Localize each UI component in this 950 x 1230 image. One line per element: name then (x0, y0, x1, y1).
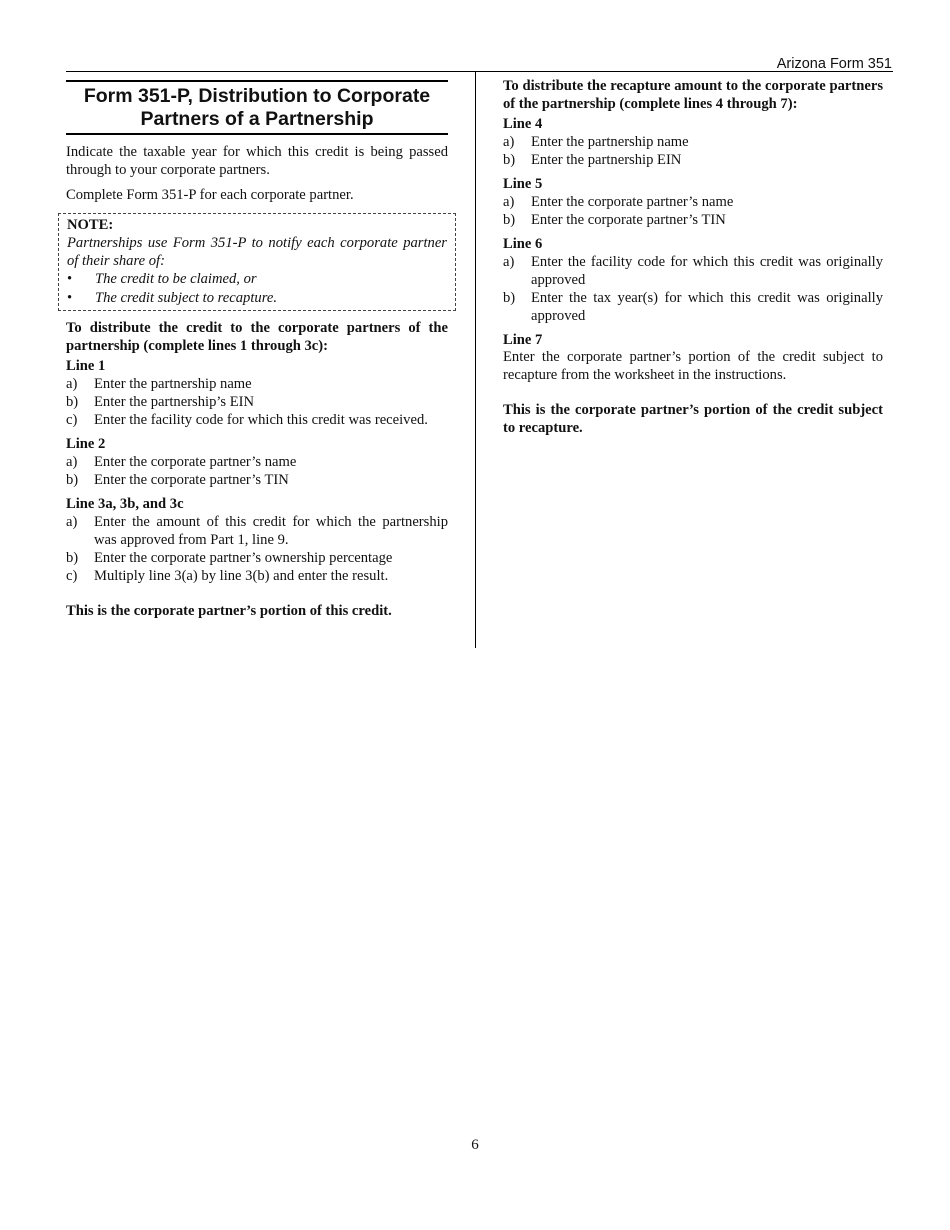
item-label: b) (66, 393, 79, 410)
item-label: b) (503, 290, 516, 306)
item-text: Enter the corporate partner’s name (94, 453, 297, 470)
form-label: Arizona Form 351 (776, 56, 892, 72)
line-5-heading: Line 5 (503, 176, 543, 192)
item-label: a) (66, 453, 78, 470)
list-item (503, 151, 883, 169)
item-label: b) (503, 212, 516, 228)
section-heading-credit: To distribute the credit to the corporate partners of the partnership (complete lines 1 through 3c): (66, 319, 448, 354)
item-label: b) (503, 152, 516, 168)
line-7-text: Enter the corporate partner’s portion of the credit subject to recapture from the worksheet in the instructions. (503, 349, 883, 383)
list-item (66, 471, 448, 489)
item-text: Enter the corporate partner’s ownership percentage (94, 549, 393, 566)
list-item (503, 133, 883, 151)
item-label: a) (66, 513, 78, 530)
list-item (66, 513, 448, 549)
line-7-heading: Line 7 (503, 332, 543, 348)
note-bullet (67, 289, 447, 308)
section-heading-recapture: To distribute the recapture amount to the corporate partners of the partnership (complete lines 4 through 7): (503, 78, 883, 112)
item-label: c) (66, 411, 78, 428)
list-item (503, 193, 883, 211)
note-heading: NOTE: (67, 216, 114, 233)
bullet-icon: • (67, 289, 73, 306)
list-item (66, 393, 448, 411)
item-text: Enter the partnership name (531, 134, 689, 150)
left-column (66, 80, 448, 620)
item-text: Enter the facility code for which this credit was received. (94, 411, 428, 428)
intro-paragraph-2: Complete Form 351-P for each corporate partner. (66, 187, 354, 203)
closing-statement: This is the corporate partner’s portion of the credit subject to recapture. (503, 402, 883, 436)
list-item (66, 375, 448, 393)
line-1-heading: Line 1 (66, 357, 106, 374)
item-text: Enter the partnership name (94, 375, 252, 392)
line-3-heading: Line 3a, 3b, and 3c (66, 495, 184, 512)
item-label: c) (66, 567, 78, 584)
item-text: Enter the partnership’s EIN (94, 393, 255, 410)
item-label: b) (66, 471, 79, 488)
item-label: a) (66, 375, 78, 392)
list-item (66, 411, 448, 429)
header-rule (66, 71, 893, 72)
closing-statement: This is the corporate partner’s portion of this credit. (66, 602, 392, 619)
list-item (503, 211, 883, 229)
column-divider (475, 71, 476, 648)
list-item (66, 453, 448, 471)
list-item (503, 253, 883, 289)
list-item (503, 289, 883, 325)
note-bullet-text: The credit to be claimed, or (95, 270, 257, 287)
item-text: Enter the amount of this credit for which the partnership was approved from Part 1, line 9. (94, 513, 448, 548)
item-text: Enter the corporate partner’s name (531, 194, 734, 210)
item-text: Multiply line 3(a) by line 3(b) and enter the result. (94, 567, 389, 584)
note-box (58, 213, 456, 311)
note-text: Partnerships use Form 351-P to notify each corporate partner of their share of: (67, 234, 447, 269)
line-4-heading: Line 4 (503, 116, 543, 132)
item-text: Enter the corporate partner’s TIN (94, 471, 289, 488)
line-2-heading: Line 2 (66, 435, 106, 452)
list-item (66, 567, 448, 585)
item-label: b) (66, 549, 79, 566)
item-text: Enter the corporate partner’s TIN (531, 212, 726, 228)
line-6-heading: Line 6 (503, 236, 543, 252)
item-label: a) (503, 254, 515, 270)
page-title: Form 351-P, Distribution to Corporate Partners of a Partnership (66, 80, 448, 135)
bullet-icon: • (67, 270, 73, 287)
note-bullet-text: The credit subject to recapture. (95, 289, 277, 306)
item-text: Enter the partnership EIN (531, 152, 682, 168)
list-item (66, 549, 448, 567)
item-label: a) (503, 134, 515, 150)
page-number: 6 (471, 1137, 479, 1153)
note-bullet (67, 270, 447, 289)
intro-paragraph: Indicate the taxable year for which this credit is being passed through to your corporate partners. (66, 144, 448, 178)
item-text: Enter the tax year(s) for which this credit was originally approved (531, 290, 883, 324)
item-text: Enter the facility code for which this credit was originally approved (531, 254, 883, 288)
right-column (503, 77, 883, 437)
item-label: a) (503, 194, 515, 210)
